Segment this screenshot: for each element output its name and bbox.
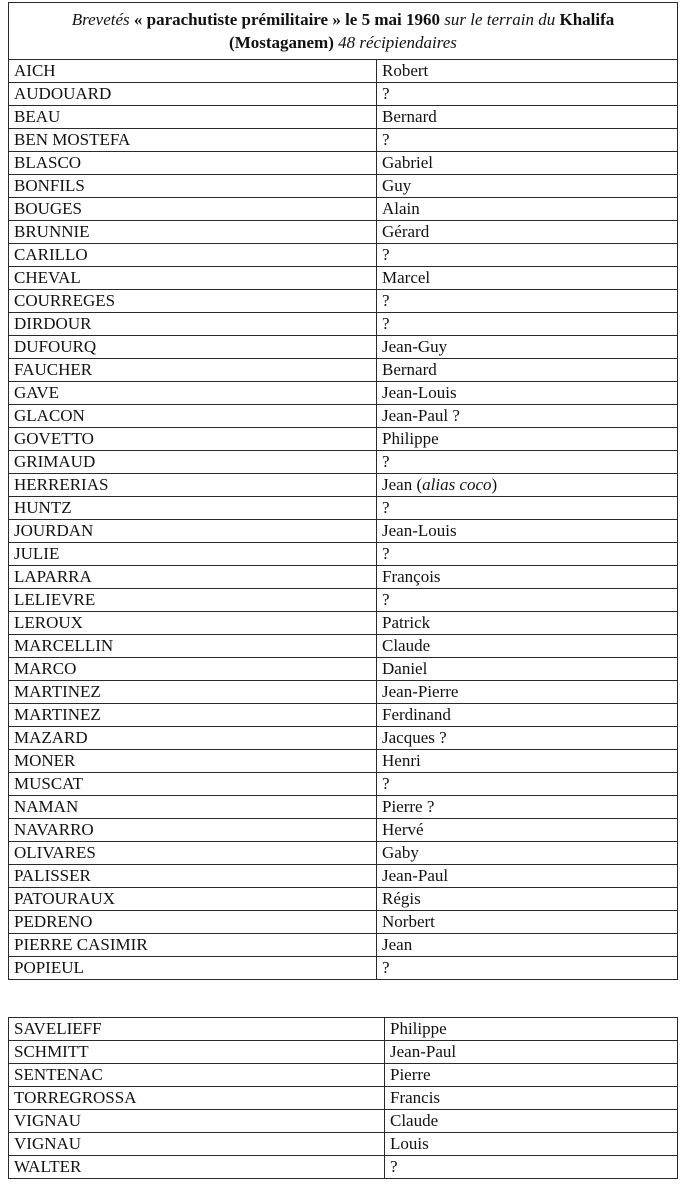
table-row xyxy=(9,313,678,336)
surname-cell: SENTENAC xyxy=(9,1064,385,1087)
table-row xyxy=(9,1133,678,1156)
table-row xyxy=(9,865,678,888)
table-row xyxy=(9,612,678,635)
first-name-cell: ? xyxy=(377,451,678,474)
surname-cell: MARCO xyxy=(9,658,377,681)
first-name-cell: Philippe xyxy=(385,1018,678,1041)
table-row xyxy=(9,336,678,359)
first-name-cell: ? xyxy=(377,244,678,267)
surname-cell: CHEVAL xyxy=(9,267,377,290)
header-part5: (Mostaganem) xyxy=(229,33,334,52)
first-name-cell: Jean-Paul xyxy=(377,865,678,888)
table-row xyxy=(9,888,678,911)
first-name-cell: ? xyxy=(377,129,678,152)
surname-cell: PIERRE CASIMIR xyxy=(9,934,377,957)
table-row xyxy=(9,290,678,313)
table-row xyxy=(9,842,678,865)
surname-cell: GOVETTO xyxy=(9,428,377,451)
table-header xyxy=(9,3,678,60)
first-name-cell: ? xyxy=(377,773,678,796)
table-row xyxy=(9,934,678,957)
surname-cell: PATOURAUX xyxy=(9,888,377,911)
table-row xyxy=(9,152,678,175)
first-name-cell: Gabriel xyxy=(377,152,678,175)
surname-cell: AICH xyxy=(9,60,377,83)
first-name-cell: Pierre ? xyxy=(377,796,678,819)
header-part2: « parachutiste prémilitaire » le 5 mai 1960 xyxy=(133,10,440,29)
surname-cell: BLASCO xyxy=(9,152,377,175)
table-row xyxy=(9,83,678,106)
first-name-cell: Daniel xyxy=(377,658,678,681)
surname-cell: CARILLO xyxy=(9,244,377,267)
surname-cell: LEROUX xyxy=(9,612,377,635)
surname-cell: BEAU xyxy=(9,106,377,129)
first-name-text: Jean ( xyxy=(382,475,423,494)
first-name-cell: Jean-Pierre xyxy=(377,681,678,704)
table-row xyxy=(9,750,678,773)
surname-cell: VIGNAU xyxy=(9,1133,385,1156)
surname-cell: BRUNNIE xyxy=(9,221,377,244)
surname-cell: WALTER xyxy=(9,1156,385,1179)
surname-cell: BOUGES xyxy=(9,198,377,221)
recipients-table xyxy=(8,2,678,980)
surname-cell: BEN MOSTEFA xyxy=(9,129,377,152)
first-name-cell xyxy=(377,474,678,497)
table-row xyxy=(9,428,678,451)
surname-cell: MAZARD xyxy=(9,727,377,750)
surname-cell: MARTINEZ xyxy=(9,704,377,727)
table-row xyxy=(9,1110,678,1133)
first-name-cell: Jean-Louis xyxy=(377,520,678,543)
first-name-cell: Jean-Paul ? xyxy=(377,405,678,428)
surname-cell: GLACON xyxy=(9,405,377,428)
header-part6: 48 récipiendaires xyxy=(338,33,457,52)
first-name-cell: ? xyxy=(377,83,678,106)
table-row xyxy=(9,474,678,497)
first-name-cell: Jean xyxy=(377,934,678,957)
first-name-cell: Norbert xyxy=(377,911,678,934)
table-row xyxy=(9,267,678,290)
first-name-cell: Patrick xyxy=(377,612,678,635)
first-name-cell: ? xyxy=(377,543,678,566)
first-name-cell: Claude xyxy=(377,635,678,658)
table-row xyxy=(9,244,678,267)
first-name-cell: Philippe xyxy=(377,428,678,451)
table-row xyxy=(9,704,678,727)
first-name-cell: ? xyxy=(377,290,678,313)
first-name-cell: Gérard xyxy=(377,221,678,244)
first-name-cell: Jean-Guy xyxy=(377,336,678,359)
surname-cell: COURREGES xyxy=(9,290,377,313)
table-row xyxy=(9,106,678,129)
table-row xyxy=(9,957,678,980)
first-name-cell: Gaby xyxy=(377,842,678,865)
first-name-cell: Jacques ? xyxy=(377,727,678,750)
table-row xyxy=(9,129,678,152)
table-row xyxy=(9,520,678,543)
surname-cell: NAVARRO xyxy=(9,819,377,842)
first-name-cell: ? xyxy=(377,313,678,336)
table-row xyxy=(9,543,678,566)
table-row xyxy=(9,451,678,474)
first-name-cell: ? xyxy=(377,589,678,612)
surname-cell: TORREGROSSA xyxy=(9,1087,385,1110)
surname-cell: DUFOURQ xyxy=(9,336,377,359)
first-name-cell: Bernard xyxy=(377,359,678,382)
table-row xyxy=(9,221,678,244)
first-name-cell: Hervé xyxy=(377,819,678,842)
table-row xyxy=(9,635,678,658)
first-name-alias: alias coco xyxy=(422,475,492,494)
first-name-cell: Guy xyxy=(377,175,678,198)
table-row xyxy=(9,359,678,382)
first-name-cell: Jean-Louis xyxy=(377,382,678,405)
table-row xyxy=(9,1156,678,1179)
first-name-cell: Marcel xyxy=(377,267,678,290)
surname-cell: LAPARRA xyxy=(9,566,377,589)
first-name-cell: Jean-Paul xyxy=(385,1041,678,1064)
surname-cell: SAVELIEFF xyxy=(9,1018,385,1041)
first-name-suffix: ) xyxy=(491,475,498,494)
table-row xyxy=(9,497,678,520)
table-row xyxy=(9,681,678,704)
table-row xyxy=(9,566,678,589)
header-part1: Brevetés xyxy=(71,10,130,29)
surname-cell: NAMAN xyxy=(9,796,377,819)
surname-cell: VIGNAU xyxy=(9,1110,385,1133)
table-row xyxy=(9,911,678,934)
first-name-cell: Robert xyxy=(377,60,678,83)
surname-cell: MARCELLIN xyxy=(9,635,377,658)
surname-cell: POPIEUL xyxy=(9,957,377,980)
surname-cell: PEDRENO xyxy=(9,911,377,934)
header-part3: sur le terrain du xyxy=(444,10,556,29)
surname-cell: LELIEVRE xyxy=(9,589,377,612)
table-row xyxy=(9,589,678,612)
first-name-cell: ? xyxy=(377,497,678,520)
first-name-cell: ? xyxy=(377,957,678,980)
table-row xyxy=(9,405,678,428)
table-row xyxy=(9,773,678,796)
header-part4: Khalifa xyxy=(559,10,615,29)
surname-cell: MARTINEZ xyxy=(9,681,377,704)
surname-cell: OLIVARES xyxy=(9,842,377,865)
surname-cell: MUSCAT xyxy=(9,773,377,796)
surname-cell: HUNTZ xyxy=(9,497,377,520)
surname-cell: MONER xyxy=(9,750,377,773)
first-name-cell: Pierre xyxy=(385,1064,678,1087)
surname-cell: AUDOUARD xyxy=(9,83,377,106)
surname-cell: GAVE xyxy=(9,382,377,405)
table-row xyxy=(9,175,678,198)
first-name-cell: Ferdinand xyxy=(377,704,678,727)
first-name-cell: Claude xyxy=(385,1110,678,1133)
header-row xyxy=(9,3,678,60)
first-name-cell: François xyxy=(377,566,678,589)
surname-cell: FAUCHER xyxy=(9,359,377,382)
surname-cell: PALISSER xyxy=(9,865,377,888)
surname-cell: SCHMITT xyxy=(9,1041,385,1064)
first-name-cell: Alain xyxy=(377,198,678,221)
surname-cell: BONFILS xyxy=(9,175,377,198)
table-row xyxy=(9,198,678,221)
table-row xyxy=(9,1064,678,1087)
surname-cell: JULIE xyxy=(9,543,377,566)
table-row xyxy=(9,819,678,842)
first-name-cell: ? xyxy=(385,1156,678,1179)
surname-cell: GRIMAUD xyxy=(9,451,377,474)
first-name-cell: Louis xyxy=(385,1133,678,1156)
first-name-cell: Régis xyxy=(377,888,678,911)
surname-cell: JOURDAN xyxy=(9,520,377,543)
surname-cell: HERRERIAS xyxy=(9,474,377,497)
table-row xyxy=(9,60,678,83)
table-row xyxy=(9,1087,678,1110)
recipients-table-continued xyxy=(8,1017,678,1179)
table-row xyxy=(9,382,678,405)
table-row xyxy=(9,1018,678,1041)
table-row xyxy=(9,796,678,819)
table-row xyxy=(9,727,678,750)
first-name-cell: Bernard xyxy=(377,106,678,129)
surname-cell: DIRDOUR xyxy=(9,313,377,336)
first-name-cell: Francis xyxy=(385,1087,678,1110)
first-name-cell: Henri xyxy=(377,750,678,773)
table-row xyxy=(9,658,678,681)
table-row xyxy=(9,1041,678,1064)
